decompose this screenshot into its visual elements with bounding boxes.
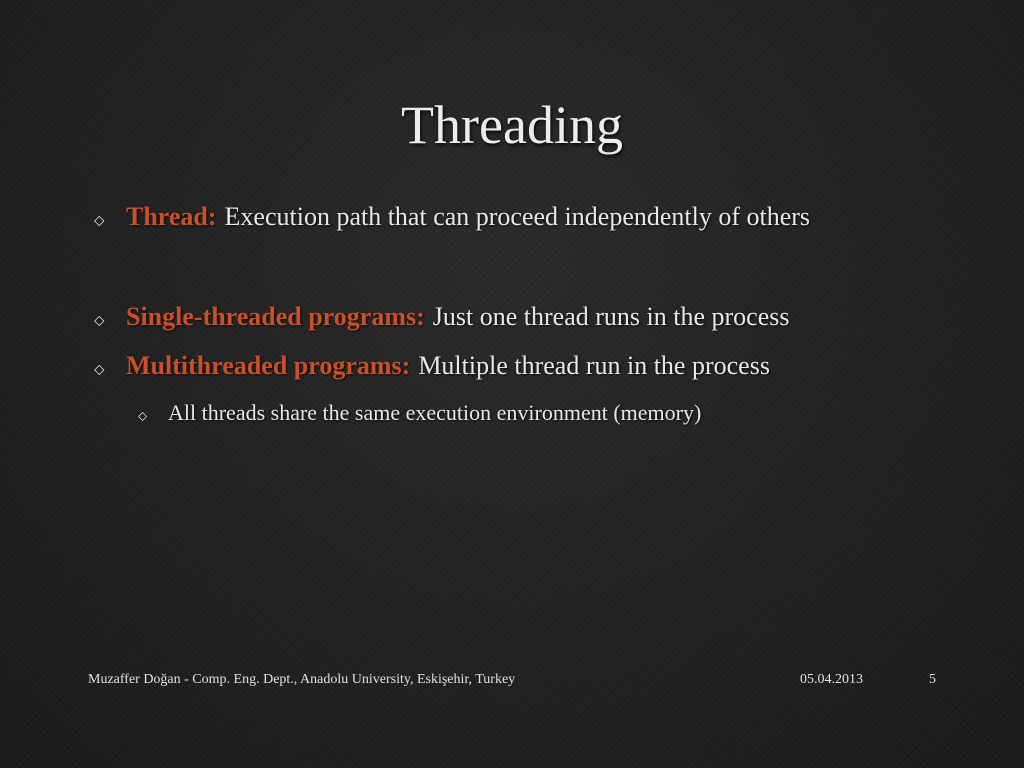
bullet-thread xyxy=(94,200,810,237)
footer-author: Muzaffer Doğan - Comp. Eng. Dept., Anadolu University, Eskişehir, Turkey xyxy=(88,672,516,687)
diamond-bullet-icon: ⬦ xyxy=(94,311,105,329)
bullet-term: Multithreaded programs: xyxy=(126,351,411,380)
slide-title: Threading xyxy=(401,95,623,155)
footer-page-number: 5 xyxy=(929,672,936,687)
diamond-bullet-icon: ⬦ xyxy=(138,409,148,424)
bullet-term: Thread: xyxy=(126,202,217,231)
bullet-single-threaded xyxy=(94,300,789,337)
sub-bullet-text: All threads share the same execution environment (memory) xyxy=(168,400,702,425)
bullet-multithreaded xyxy=(94,349,770,386)
bullet-text: Multiple thread run in the process xyxy=(418,351,770,380)
bullet-text: Execution path that can proceed independently of others xyxy=(224,202,811,231)
diamond-bullet-icon: ⬦ xyxy=(94,211,105,229)
footer-date: 05.04.2013 xyxy=(800,672,863,687)
diamond-bullet-icon: ⬦ xyxy=(94,360,105,378)
bullet-term: Single-threaded programs: xyxy=(126,302,425,331)
sub-bullet-shared-environment xyxy=(138,398,701,432)
bullet-text: Just one thread runs in the process xyxy=(432,302,790,331)
